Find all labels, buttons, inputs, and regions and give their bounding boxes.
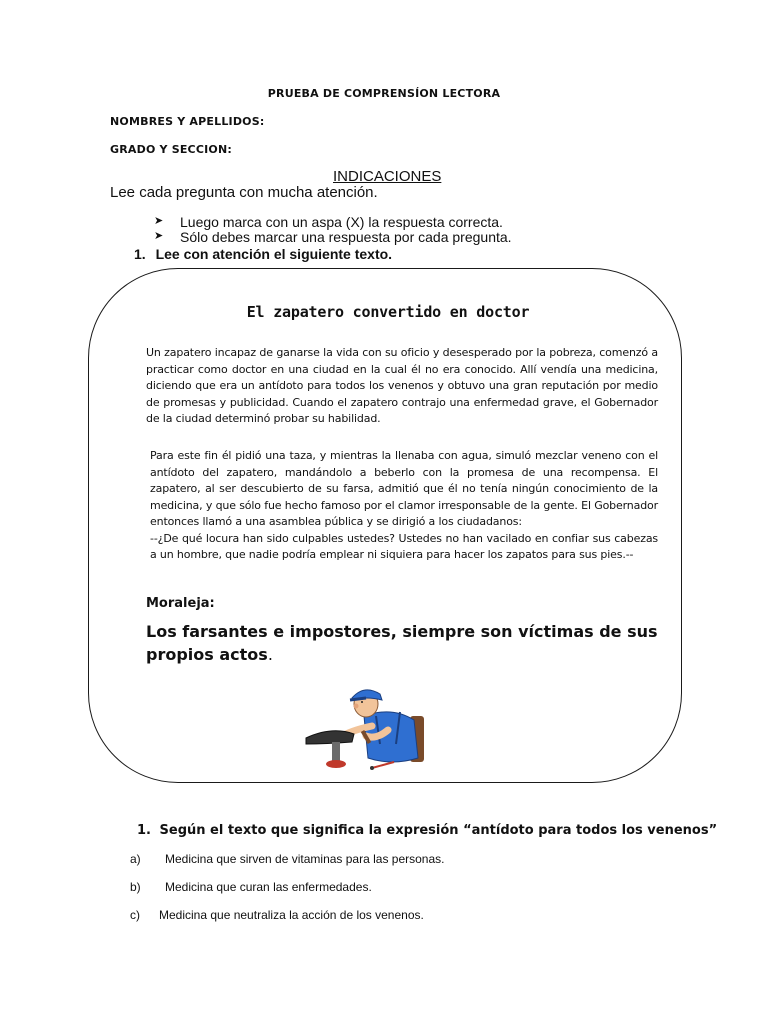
- story-paragraph-2: [150, 448, 658, 564]
- page-title: PRUEBA DE COMPRENSÍON LECTORA: [267, 87, 501, 100]
- story-paragraph-3-text: --¿De qué locura han sido culpables ustedes? Ustedes no han vacilado en confiar sus cabezas a un hombre, que nadie podría emplear ni siquiera para hacer los zapatos para sus pies.--: [150, 531, 658, 561]
- option-letter: b): [130, 880, 141, 894]
- cobbler-illustration-icon: [292, 686, 442, 772]
- task-number: 1.: [134, 246, 146, 262]
- task-instruction: [134, 246, 392, 262]
- story-title: El zapatero convertido en doctor: [246, 303, 530, 321]
- option-letter: a): [130, 852, 141, 866]
- task-text: Lee con atención el siguiente texto.: [155, 246, 393, 262]
- question-number: 1.: [137, 823, 151, 838]
- story-paragraph-1-text: Un zapatero incapaz de ganarse la vida con su oficio y desesperado por la pobreza, comenzó a practicar como doctor en una ciudad en la cual él no era conocido. Allí vendía una medicina, diciendo que era un antídoto para todos los venenos y obtuvo una gran reputación por medio de promesas y publicidad. Cuando el zapatero contrajo una enfermedad grave, el Gobernador de la ciudad determinó probar su habilidad.: [146, 346, 658, 425]
- moral-text-body: Los farsantes e impostores, siempre son víctimas de sus propios actos: [146, 622, 658, 664]
- instruction-bullet-text: Sólo debes marcar una respuesta por cada pregunta.: [180, 229, 512, 245]
- answer-option-a[interactable]: [130, 852, 444, 866]
- option-text: Medicina que neutraliza la acción de los venenos.: [159, 908, 424, 922]
- option-text: Medicina que sirven de vitaminas para las personas.: [165, 852, 445, 866]
- question-text: Según el texto que significa la expresión “antídoto para todos los venenos”: [159, 823, 718, 838]
- moral-label: Moraleja:: [146, 596, 215, 611]
- story-paragraph-1: [146, 345, 658, 428]
- arrow-bullet-icon: ➤: [154, 215, 164, 227]
- instruction-bullet: [154, 229, 512, 245]
- option-text: Medicina que curan las enfermedades.: [165, 880, 372, 894]
- answer-option-b[interactable]: [130, 880, 372, 894]
- names-label: NOMBRES Y APELLIDOS:: [110, 115, 265, 128]
- grade-label: GRADO Y SECCION:: [110, 143, 232, 156]
- instructions-heading: INDICACIONES: [333, 168, 442, 185]
- instruction-bullet: [154, 214, 503, 230]
- moral-text: [146, 620, 666, 666]
- instructions-intro: Lee cada pregunta con mucha atención.: [110, 184, 378, 201]
- answer-option-c[interactable]: [130, 908, 424, 922]
- moral-period: .: [267, 645, 273, 664]
- option-letter: c): [130, 908, 140, 922]
- instruction-bullet-text: Luego marca con un aspa (X) la respuesta correcta.: [180, 214, 503, 230]
- arrow-bullet-icon: ➤: [154, 230, 164, 242]
- question-heading: [137, 823, 717, 838]
- story-paragraph-2-text: Para este fin él pidió una taza, y mientras la llenaba con agua, simuló mezclar veneno con el antídoto del zapatero, mandándolo a beberlo con la promesa de una recompensa. El zapatero, al ser descubierto de su farsa, admitió que él no tenía ningún conocimiento de la medicina, y que sólo fue hecho famoso por el clamor irresponsable de la gente. El Gobernador entonces llamó a una asamblea pública y se dirigió a los ciudadanos:: [150, 449, 658, 528]
